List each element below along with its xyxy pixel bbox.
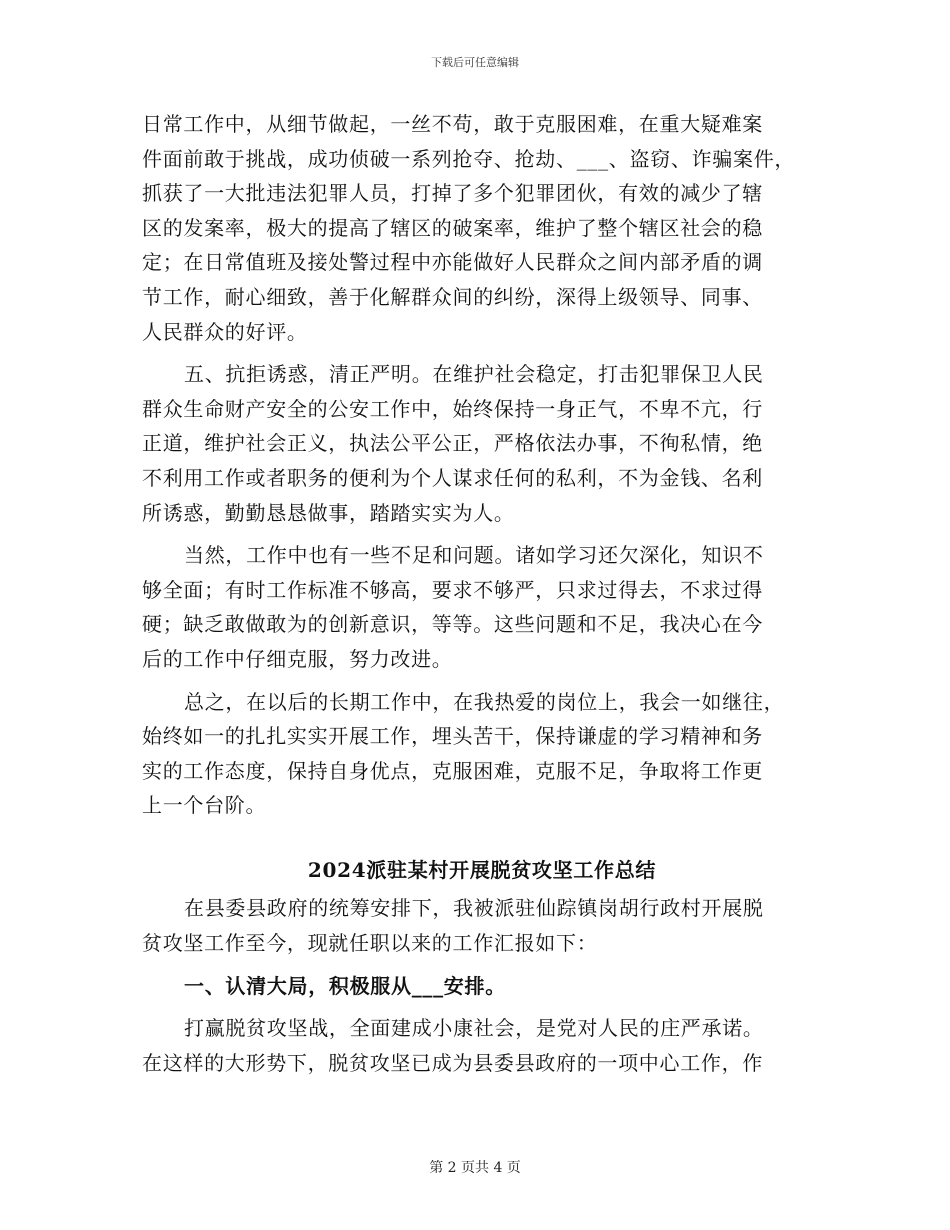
section-title: 2024派驻某村开展脱贫攻坚工作总结 (307, 857, 657, 882)
paragraph-3 (142, 538, 822, 676)
paragraph-1 (142, 107, 822, 349)
text-line: 总之，在以后的长期工作中，在我热爱的岗位上，我会一如继往， (184, 689, 785, 714)
paragraph-2 (142, 357, 822, 530)
text-line: 硬；缺乏敢做敢为的创新意识，等等。这些问题和不足，我决心在今 (142, 612, 763, 637)
text-line: 定；在日常值班及接处警过程中亦能做好人民群众之间内部矛盾的调 (142, 250, 763, 275)
text-line: 件面前敢于挑战，成功侦破一系列抢夺、抢劫、___、盗窃、诈骗案件， (142, 146, 796, 171)
text-line: 后的工作中仔细克服，努力改进。 (142, 646, 453, 671)
paragraph-6 (142, 1011, 822, 1080)
text-line: 上一个台阶。 (142, 793, 267, 818)
text-line: 打赢脱贫攻坚战，全面建成小康社会，是党对人民的庄严承诺。 (184, 1016, 764, 1041)
text-line: 五、抗拒诱惑，清正严明。在维护社会稳定，打击犯罪保卫人民 (184, 362, 764, 387)
text-line: 当然，工作中也有一些不足和问题。诸如学习还欠深化，知识不 (184, 543, 764, 568)
text-line: 在这样的大形势下，脱贫攻坚已成为县委县政府的一项中心工作，作 (142, 1050, 763, 1075)
text-line: 始终如一的扎扎实实开展工作，埋头苦干，保持谦虚的学习精神和务 (142, 724, 763, 749)
subheading: 一、认清大局，积极服从___安排。 (184, 973, 506, 998)
text-line: 在县委县政府的统筹安排下，我被派驻仙踪镇岗胡行政村开展脱 (184, 896, 764, 921)
text-line: 所诱惑，勤勤恳恳做事，踏踏实实为人。 (142, 500, 515, 525)
text-line: 群众生命财产安全的公安工作中，始终保持一身正气，不卑不亢，行 (142, 396, 763, 421)
page-header: 下载后可任意编辑 (431, 56, 519, 69)
text-line: 人民群众的好评。 (142, 319, 308, 344)
text-line: 贫攻坚工作至今，现就任职以来的工作汇报如下： (142, 931, 598, 956)
text-line: 够全面；有时工作标准不够高，要求不够严，只求过得去，不求过得 (142, 577, 763, 602)
paragraph-5 (142, 891, 822, 960)
text-line: 抓获了一大批违法犯罪人员，打掉了多个犯罪团伙，有效的减少了辖 (142, 181, 763, 206)
document-body (142, 107, 822, 1080)
text-line: 实的工作态度，保持自身优点，克服困难，克服不足，争取将工作更 (142, 758, 763, 783)
text-line: 正道，维护社会正义，执法公平公正，严格依法办事，不徇私情，绝 (142, 431, 763, 456)
text-line: 区的发案率，极大的提高了辖区的破案率，维护了整个辖区社会的稳 (142, 215, 763, 240)
page-footer: 第 2 页共 4 页 (429, 1160, 521, 1176)
text-line: 不利用工作或者职务的便利为个人谋求任何的私利，不为金钱、名利 (142, 465, 763, 490)
paragraph-4 (142, 685, 822, 823)
text-line: 日常工作中，从细节做起，一丝不苟，敢于克服困难，在重大疑难案 (142, 112, 763, 136)
text-line: 节工作，耐心细致，善于化解群众间的纠纷，深得上级领导、同事、 (142, 284, 763, 309)
